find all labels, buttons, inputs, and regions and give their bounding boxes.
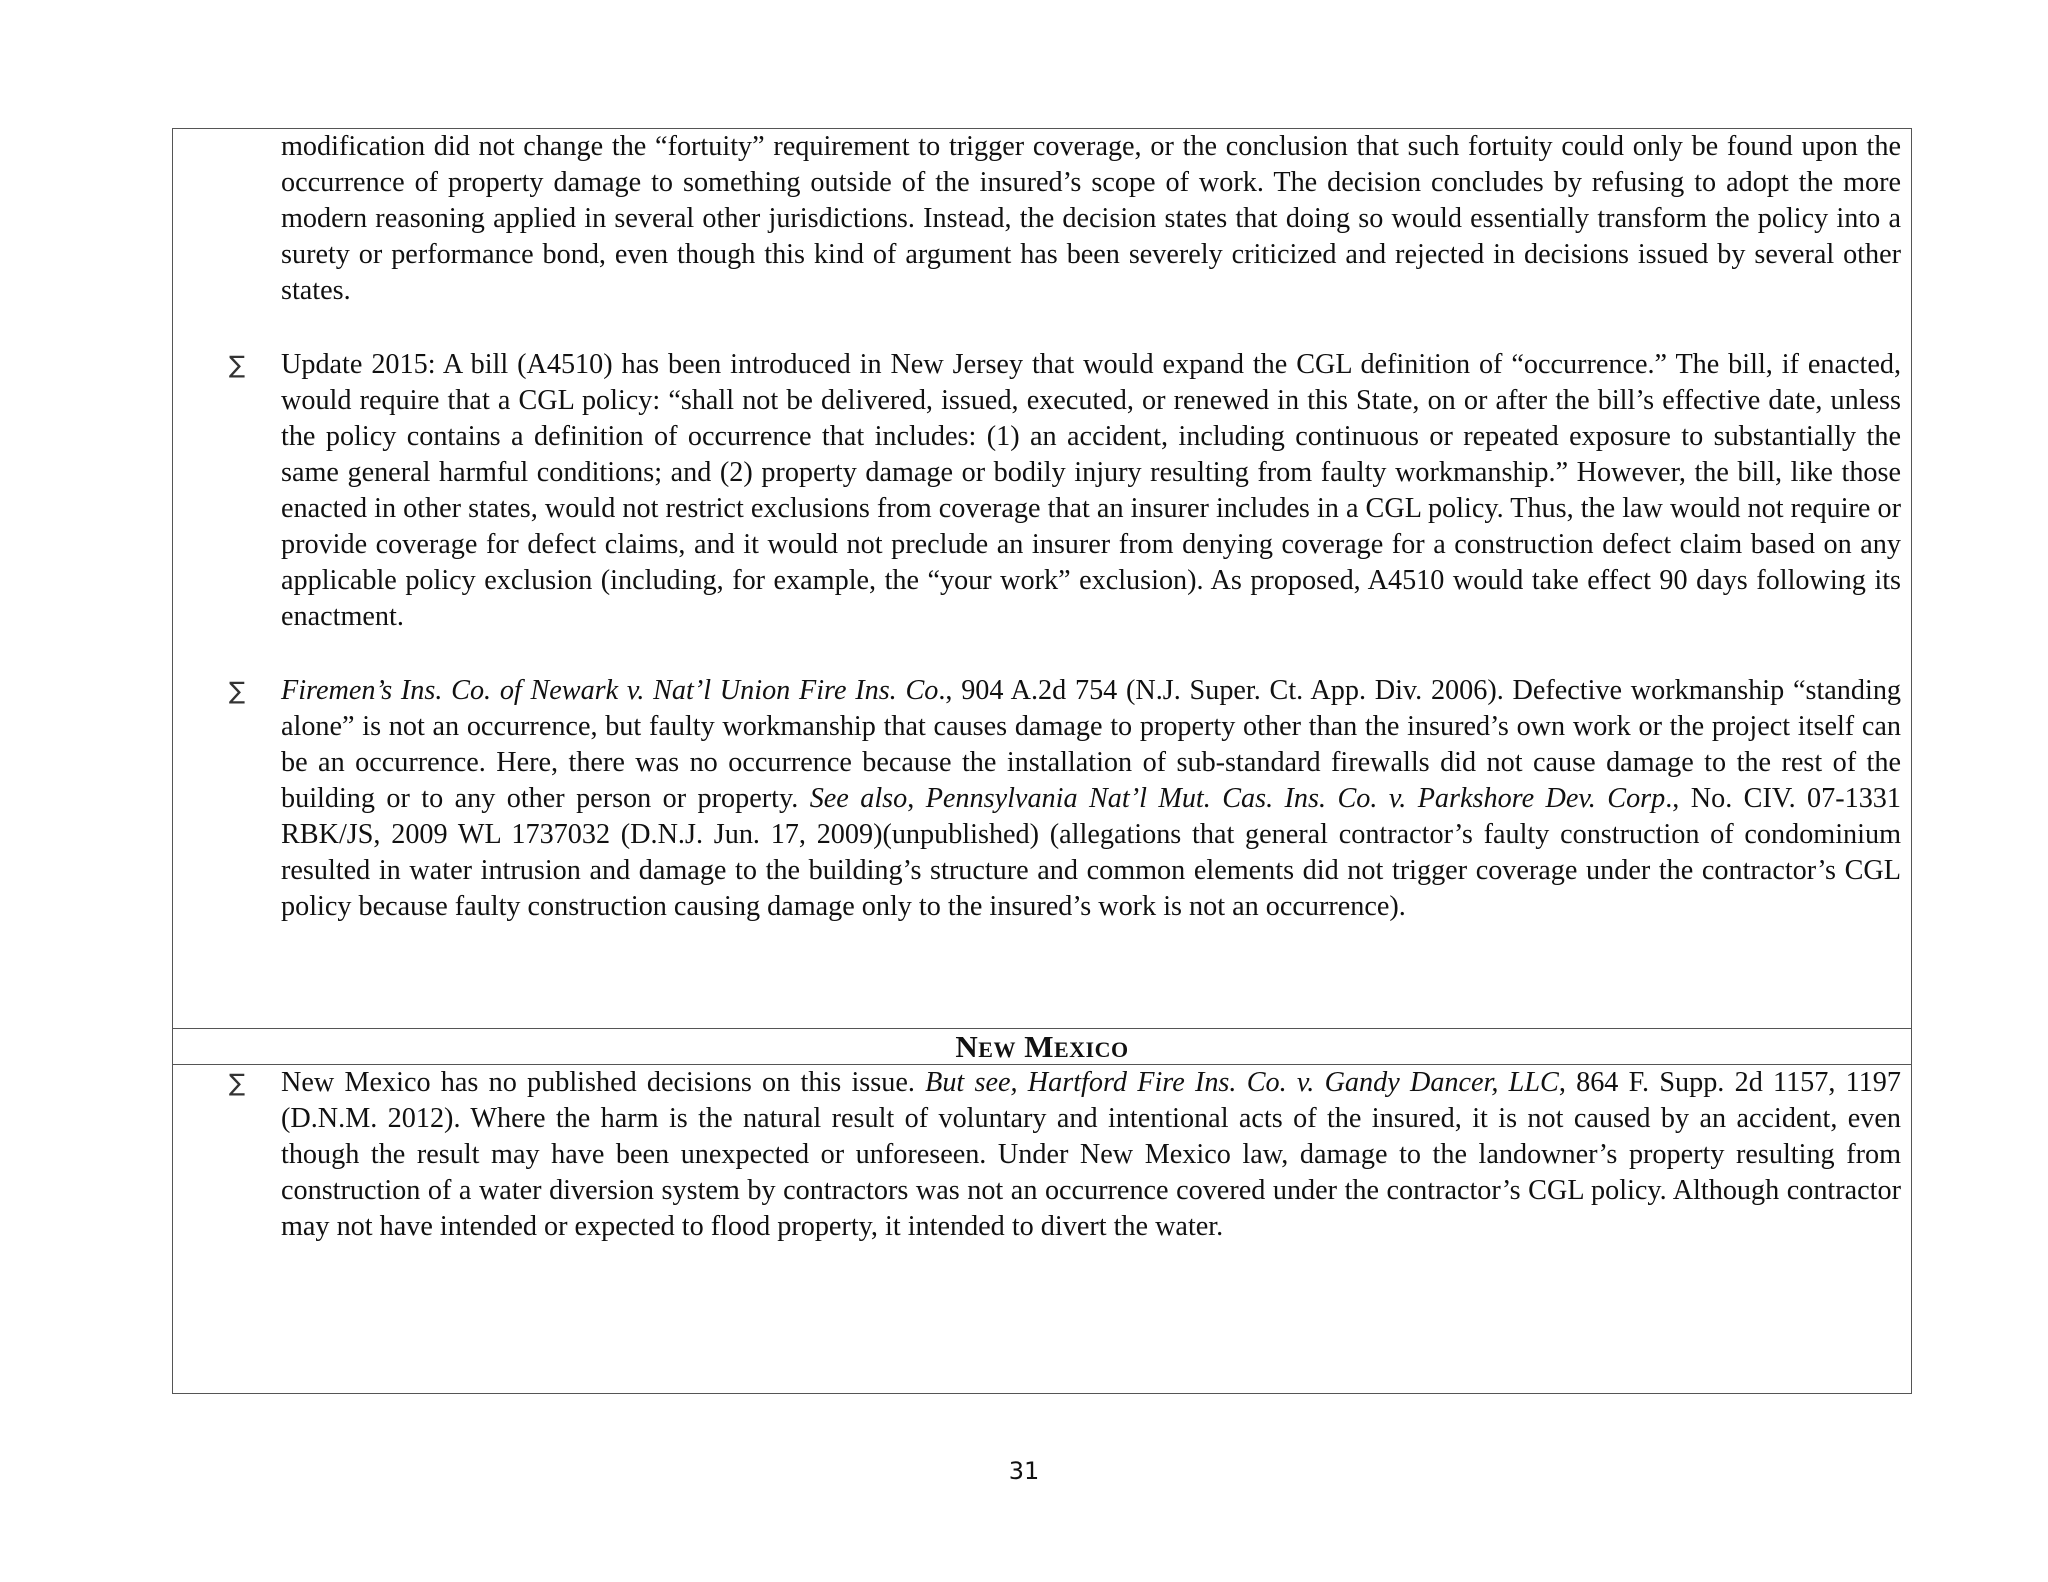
new-mexico-header (173, 1028, 1911, 1065)
case-text-separator: , (907, 783, 926, 814)
bullet-symbol-icon: ∑ (229, 351, 246, 379)
see-also-signal: See also (809, 783, 908, 814)
new-jersey-section (173, 129, 1911, 1028)
case-name-firemens: Firemen’s Ins. Co. of Newark v. Nat’l Union Fire Ins. Co (281, 675, 939, 706)
new-mexico-paragraph (281, 1065, 1901, 1245)
case-name-hartford: But see, Hartford Fire Ins. Co. v. Gandy Dancer, LLC (925, 1067, 1559, 1098)
case-name-pennsylvania: Pennsylvania Nat’l Mut. Cas. Ins. Co. v. Parkshore Dev. Corp (925, 783, 1666, 814)
update-2015-paragraph: Update 2015: A bill (A4510) has been introduced in New Jersey that would expand the CGL definition of “occurrence.” The bill, if enacted, would require that a CGL policy: “shall not be delivered, issued, executed, or renewed in this State, on or after the bill’s effective date, unless the policy contains a definition of occurrence that includes: (1) an accident, including continuous or repeated exposure to substantially the same general harmful conditions; and (2) property damage or bodily injury resulting from faulty workmanship.” However, the bill, like those enacted in other states, would not restrict exclusions from coverage that an insurer includes in a CGL policy. Thus, the law would not require or provide coverage for defect claims, and it would not preclude an insurer from denying coverage for a construction defect claim based on any applicable policy exclusion (including, for example, the “your work” exclusion). As proposed, A4510 would take effect 90 days following its enactment. (281, 349, 1901, 632)
bullet-symbol-icon: ∑ (229, 677, 246, 705)
case-text: ., 904 A.2d 754 (N.J. Super. Ct. App. Div. 2006). Defective workmanship “standing alone” is not an occurrence, but faulty workmanship that causes damage to property other than the insured’s own work or the project itself can be an occurrence. Here, there was no occurrence because the installation of sub-standard firewalls did not cause damage to the rest of the building or to any other person or property. (281, 675, 1902, 814)
section-heading: New Mexico (955, 1029, 1129, 1064)
continued-paragraph: modification did not change the “fortuity” requirement to trigger coverage, or the conclusion that such fortuity could only be found upon the occurrence of property damage to something outside of the insured’s scope of work. The decision concludes by refusing to adopt the more modern reasoning applied in several other jurisdictions. Instead, the decision states that doing so would essentially transform the policy into a surety or performance bond, even though this kind of argument has been severely criticized and rejected in decisions issued by several other states. (281, 131, 1901, 306)
new-mexico-section (173, 1065, 1911, 1393)
content-table (172, 128, 1912, 1394)
firemens-case-paragraph (281, 673, 1901, 925)
case-text: , 864 F. Supp. 2d 1157, 1197 (D.N.M. 2012). Where the harm is the natural result of voluntary and intentional acts of the insured, it is not caused by an accident, even though the result may have been unexpected or unforeseen. Under New Mexico law, damage to the landowner’s property resulting from construction of a water diversion system by contractors was not an occurrence covered under the contractor’s CGL policy. Although contractor may not have intended or expected to flood property, it intended to divert the water. (281, 1067, 1901, 1242)
case-text: ., No. CIV. 07-1331 RBK/JS, 2009 WL 1737032 (D.N.J. Jun. 17, 2009)(unpublished) (allegations that general contractor’s faulty construction of condominium resulted in water intrusion and damage to the building’s structure and common elements did not trigger coverage under the contractor’s CGL policy because faulty construction causing damage only to the insured’s work is not an occurrence). (281, 783, 1901, 922)
bullet-symbol-icon: ∑ (229, 1069, 246, 1097)
page-number: 31 (1008, 1457, 1040, 1485)
case-text: New Mexico has no published decisions on this issue. (281, 1067, 926, 1098)
